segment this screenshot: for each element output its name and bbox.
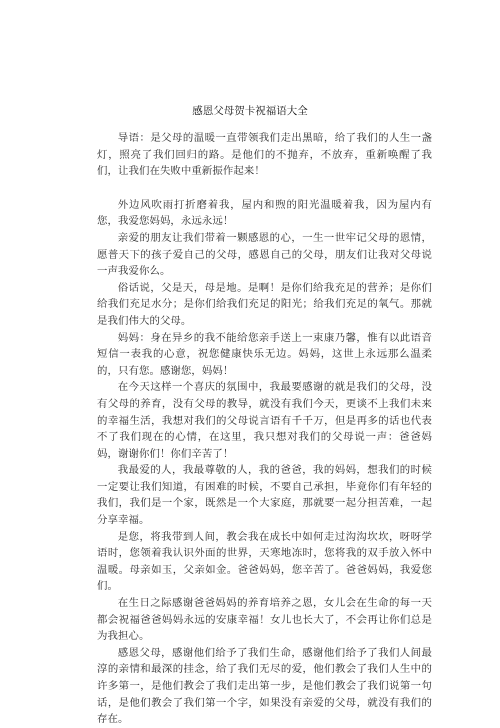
paragraph-intro: 导语：是父母的温暖一直带领我们走出黑暗，给了我们的人生一盏灯，照亮了我们回归的路。是他们的不抛弃，不放弃，重新唤醒了我们，让我们在失败中重新振作起来！ (97, 132, 432, 178)
paragraph: 俗话说，父是天，母是地。是啊！是你们给我充足的营养；是你们给我们充足水分；是你们给我们充足的阳光；给我们充足的氧气。那就是我们伟大的父母。 (97, 281, 432, 327)
document-title: 感恩父母贺卡祝福语大全 (192, 105, 308, 117)
paragraph: 我最爱的人，我最尊敬的人，我的爸爸，我的妈妈，想我们的时候一定要让我们知道，有困难的时候，不要自己承担，毕竟你们有年轻的我们，我们是一个家，既然是一个大家庭，那就要一起分担苦难，一起分享幸福。 (97, 464, 432, 527)
document-body (97, 130, 432, 728)
paragraph: 感恩父母，感谢他们给予了我们生命，感谢他们给予了我们人间最淳的亲情和最深的挂念，给了我们无尽的爱，他们教会了我们人生中的许多第一，是他们教会了我们走出第一步，是他们教会了我们说第一句话，是他们教会了我们第一个字，如果没有亲爱的父母，就没有我们的存在。 (97, 646, 432, 726)
paragraph: 亲爱的朋友让我们带着一颗感恩的心，一生一世牢记父母的恩情，愿普天下的孩子爱自己的父母，感恩自己的父母，朋友们让我对父母说一声我爱你么。 (97, 231, 432, 278)
paragraph: 在今天这样一个喜庆的氛围中，我最要感谢的就是我们的父母，没有父母的养育，没有父母的教导，就没有我们今天，更谈不上我们未来的幸福生活，我想对我们的父母说言语有千千万，但是再多的话也代表不了我们现在的心情，在这里，我只想对我们的父母说一声：爸爸妈妈，谢谢你们！你们辛苦了！ (97, 381, 432, 460)
paragraph: 是您，将我带到人间，教会我在成长中如何走过沟沟坎坎，呀呀学语时，您领着我认识外面的世界，天寒地冻时，您将我的双手放入怀中温暖。母亲如玉，父亲如金。爸爸妈妈，您辛苦了。爸爸妈妈，我爱您们。 (97, 530, 432, 593)
paragraph: 在生日之际感谢爸爸妈妈的养育培养之恩，女儿会在生命的每一天都会祝福爸爸妈妈永远的安康幸福！女儿也长大了，不会再让你们总是为我担心。 (97, 597, 432, 643)
paragraph: 妈妈：身在异乡的我不能给您亲手送上一束康乃馨，惟有以此语音短信一表我的心意，祝您健康快乐无边。妈妈，这世上永远那么温柔的，只有您。感谢您，妈妈！ (97, 331, 432, 377)
paragraph: 外边风吹雨打折磨着我，屋内和煦的阳光温暖着我，因为屋内有您，我爱您妈妈，永远永远！ (97, 198, 432, 228)
